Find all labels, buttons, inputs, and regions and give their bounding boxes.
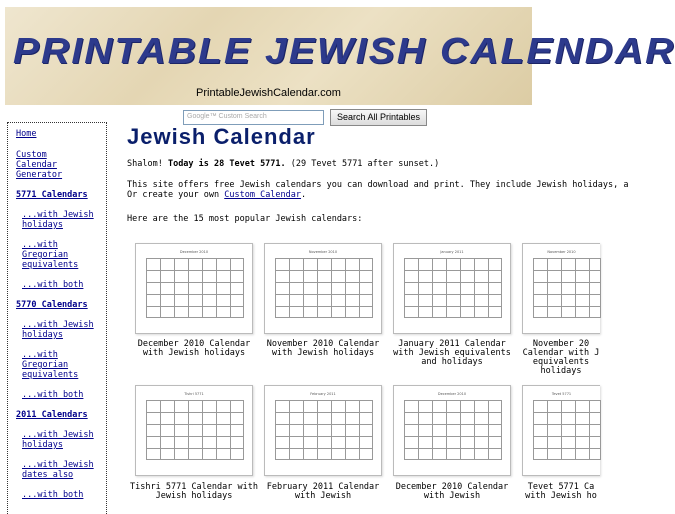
calendar-grid	[533, 400, 601, 460]
sidebar-item-5770-gregorian[interactable]: ...with Gregorian equivalents	[22, 350, 79, 380]
banner-title: PRINTABLE JEWISH CALENDAR	[13, 30, 675, 71]
search-input[interactable]: Google™ Custom Search	[183, 110, 324, 125]
sidebar-item-custom-generator[interactable]: Custom Calendar Generator	[16, 150, 63, 180]
sidebar-item-5771-gregorian[interactable]: ...with Gregorian equivalents	[22, 240, 79, 270]
thumb-title: November 2010	[308, 250, 338, 254]
calendar-grid	[146, 258, 244, 318]
site-banner[interactable]	[5, 7, 675, 105]
calendar-caption[interactable]: December 2010 Calendar with Jewish	[395, 482, 509, 501]
calendar-grid	[275, 400, 373, 460]
thumb-title: February 2011	[310, 392, 336, 396]
thumb-title: January 2011	[440, 250, 464, 254]
calendar-grid	[404, 258, 502, 318]
sidebar-item-2011-holidays[interactable]: ...with Jewish holidays	[22, 430, 94, 450]
calendar-thumbnail[interactable]	[522, 385, 600, 476]
calendar-thumbnail[interactable]	[264, 385, 382, 476]
calendar-caption[interactable]: November 20 Calendar with J equivalents holidays	[522, 339, 600, 376]
sidebar-item-home[interactable]: Home	[16, 129, 37, 139]
calendar-caption[interactable]: November 2010 Calendar with Jewish holidays	[266, 339, 380, 358]
calendar-caption[interactable]: February 2011 Calendar with Jewish	[266, 482, 380, 501]
calendar-thumbnail[interactable]	[135, 385, 253, 476]
custom-calendar-link[interactable]: Custom Calendar	[224, 190, 302, 200]
calendar-caption[interactable]: January 2011 Calendar with Jewish equivalents and holidays	[393, 339, 511, 367]
sidebar-item-2011-jewish-dates[interactable]: ...with Jewish dates also	[22, 460, 94, 480]
sidebar-nav	[7, 122, 107, 514]
sidebar-item-5770-calendars[interactable]: 5770 Calendars	[16, 300, 88, 310]
search-button[interactable]: Search All Printables	[330, 109, 427, 126]
thumb-title: Tishri 5771	[184, 392, 204, 396]
calendar-caption[interactable]: Tevet 5771 Ca with Jewish ho	[525, 482, 597, 501]
today-date: Today is 28 Tevet 5771.	[167, 159, 286, 169]
calendar-thumbnail[interactable]	[264, 243, 382, 334]
calendar-thumbnail[interactable]	[522, 243, 600, 334]
today-note: (29 Tevet 5771 after sunset.)	[290, 159, 440, 169]
sidebar-item-2011-both[interactable]: ...with both	[22, 490, 84, 500]
page-title: Jewish Calendar	[127, 124, 316, 149]
sidebar-item-2011-calendars[interactable]: 2011 Calendars	[16, 410, 88, 420]
calendar-grid	[404, 400, 502, 460]
intro-custom-line	[127, 190, 306, 200]
calendar-caption[interactable]: December 2010 Calendar with Jewish holidays	[137, 339, 251, 358]
main-content	[127, 124, 629, 224]
intro-custom-prefix: Or create your own	[127, 190, 220, 200]
calendar-thumbnail[interactable]	[135, 243, 253, 334]
thumb-title: Tevet 5771	[551, 392, 572, 396]
thumb-title: December 2010	[179, 250, 209, 254]
thumb-title: December 2010	[437, 392, 467, 396]
intro-text: This site offers free Jewish calendars you can download and print. They include Jewish holidays, a	[127, 180, 629, 190]
sidebar-item-5771-calendars[interactable]: 5771 Calendars	[16, 190, 88, 200]
calendar-thumbnail[interactable]	[393, 385, 511, 476]
greeting: Shalom!	[127, 159, 163, 169]
calendar-thumbnail[interactable]	[393, 243, 511, 334]
calendar-grid	[146, 400, 244, 460]
sidebar-item-5771-holidays[interactable]: ...with Jewish holidays	[22, 210, 94, 230]
calendar-grid	[533, 258, 601, 318]
intro-custom-suffix: .	[301, 190, 307, 200]
popular-heading: Here are the 15 most popular Jewish calendars:	[127, 214, 363, 224]
sidebar-item-5771-both[interactable]: ...with both	[22, 280, 84, 290]
calendar-caption[interactable]: Tishri 5771 Calendar with Jewish holidays	[130, 482, 258, 501]
sidebar-item-5770-both[interactable]: ...with both	[22, 390, 84, 400]
calendar-grid	[275, 258, 373, 318]
banner-site-name: PrintableJewishCalendar.com	[196, 87, 341, 99]
thumb-title: November 2010	[547, 250, 576, 254]
sidebar-item-5770-holidays[interactable]: ...with Jewish holidays	[22, 320, 94, 340]
today-line	[127, 159, 439, 169]
